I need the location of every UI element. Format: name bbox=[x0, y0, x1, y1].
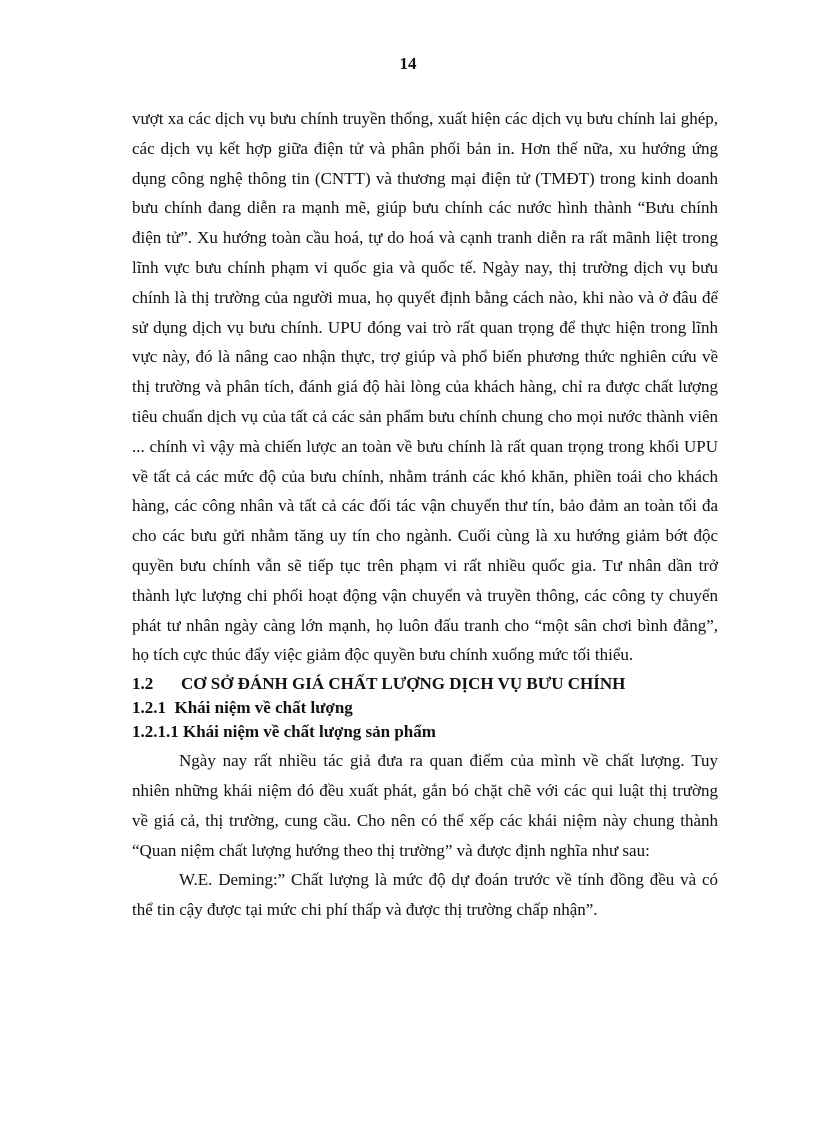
body-paragraph-deming-quote: W.E. Deming:” Chất lượng là mức độ dự đoán trước về tính đồng đều và có thể tin cậy được tại mức chi phí thấp và được thị trường chấp nhận”. bbox=[132, 870, 718, 920]
page-number: 14 bbox=[399, 54, 417, 73]
section-heading-1-2 bbox=[132, 672, 718, 696]
section-title: CƠ SỞ ĐÁNH GIÁ CHẤT LƯỢNG DỊCH VỤ BƯU CHÍNH bbox=[181, 674, 626, 694]
subsection-heading-1-2-1: 1.2.1 Khái niệm về chất lượng bbox=[132, 698, 353, 718]
section-number: 1.2 bbox=[132, 674, 154, 694]
body-paragraph-trends: vượt xa các dịch vụ bưu chính truyền thống, xuất hiện các dịch vụ bưu chính lai ghép, các dịch vụ kết hợp giữa điện tử và phân phối bản in. Hơn thế nữa, xu hướng ứng dụng công nghệ thông tin (CNTT) và thương mại điện tử (TMĐT) trong kinh doanh bưu chính đang diễn ra mạnh mẽ, giúp bưu chính các nước hình thành “Bưu chính điện tử”. Xu hướng toàn cầu hoá, tự do hoá và cạnh tranh diễn ra rất mãnh liệt trong lĩnh vực bưu chính phạm vi quốc gia và quốc tế. Ngày nay, thị trường dịch vụ bưu chính là thị trường của người mua, họ quyết định bằng cách nào, khi nào và ở đâu để sử dụng dịch vụ bưu chính. UPU đóng vai trò rất quan trọng để thực hiện trong lĩnh vực này, đó là nâng cao nhận thực, trợ giúp và phổ biến phương thức nghiên cứu về thị trường và phân tích, đánh giá độ hài lòng của khách hàng, chỉ ra được chất lượng tiêu chuẩn dịch vụ của tất cả các sản phẩm bưu chính chung cho mọi nước thành viên ... chính vì vậy mà chiến lược an toàn về bưu chính là rất quan trọng trong khối UPU về tất cả các mức độ của bưu chính, nhằm tránh các khó khăn, phiền toái cho khách hàng, các công nhân và tất cả các đối tác vận chuyển thư tín, bảo đảm an toàn tối đa cho các bưu gửi nhằm tăng uy tín cho ngành. Cuối cùng là xu hướng giảm bớt độc quyền bưu chính vẫn sẽ tiếp tục trên phạm vi rất nhiều quốc gia. Tư nhân dần trở thành lực lượng chi phối hoạt động vận chuyển và truyền thông, các công ty chuyển phát tư nhân ngày càng lớn mạnh, họ luôn đấu tranh cho “một sân chơi bình đẳng”, họ tích cực thúc đẩy việc giảm độc quyền bưu chính xuống mức tối thiểu. bbox=[132, 109, 718, 665]
body-paragraph-quality-concept: Ngày nay rất nhiều tác giả đưa ra quan điểm của mình về chất lượng. Tuy nhiên những khái niệm đó đều xuất phát, gắn bó chặt chẽ với các qui luật thị trường về giá cả, thị trường, cung cầu. Cho nên có thể xếp các khái niệm này chung thành “Quan niệm chất lượng hướng theo thị trường” và được định nghĩa như sau: bbox=[132, 751, 718, 860]
subsubsection-heading-1-2-1-1: 1.2.1.1 Khái niệm về chất lượng sản phẩm bbox=[132, 722, 436, 742]
page-content bbox=[132, 104, 718, 925]
